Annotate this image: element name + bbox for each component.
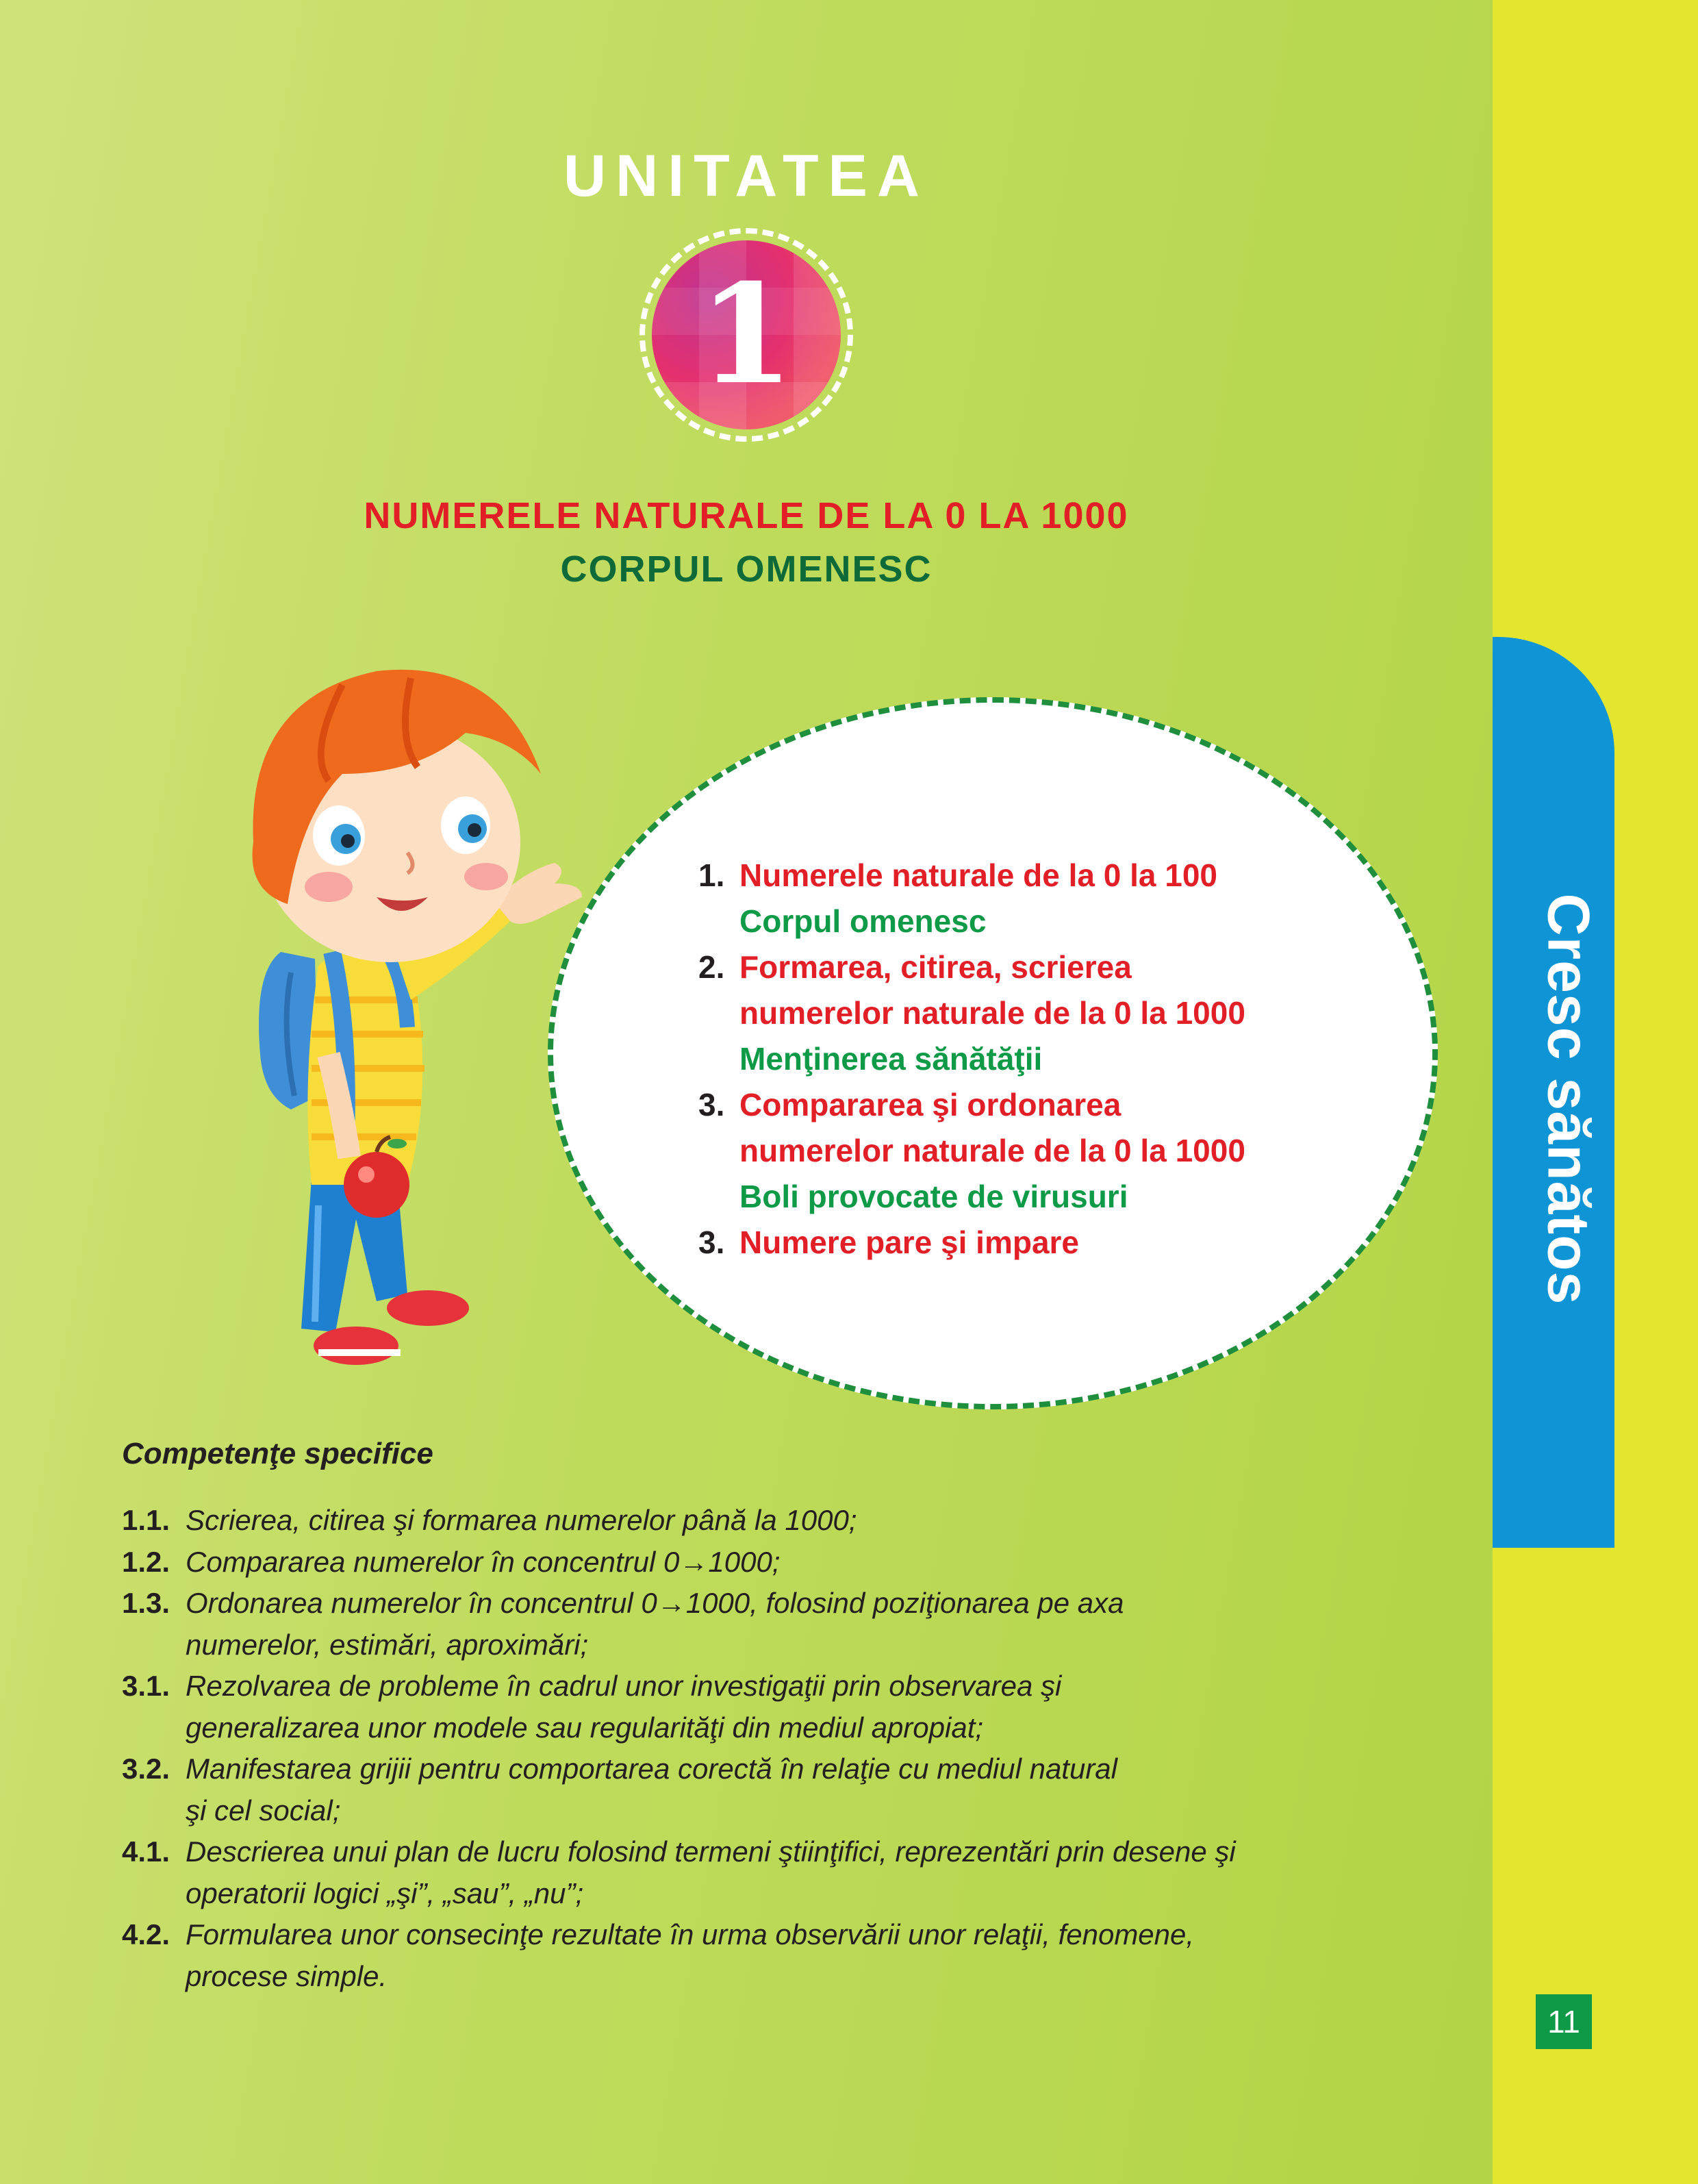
unit-title: NUMERELE NATURALE DE LA 0 LA 1000 bbox=[364, 495, 1129, 536]
page-number: 11 bbox=[1536, 1994, 1592, 2049]
unit-number: 1 bbox=[698, 254, 794, 415]
competence-code: 4.1. bbox=[122, 1835, 170, 1868]
lesson-item bbox=[698, 1220, 1397, 1266]
competence-text: operatorii logici „şi”, „sau”, „nu”; bbox=[186, 1877, 584, 1909]
unit-badge-circle bbox=[652, 240, 841, 429]
competence-item bbox=[122, 1583, 1354, 1666]
competence-code: 4.2. bbox=[122, 1918, 170, 1950]
competence-text: şi cel social; bbox=[186, 1794, 341, 1827]
competence-text: Rezolvarea de probleme în cadrul unor investigaţii prin observarea şi bbox=[186, 1670, 1062, 1702]
competence-text: Formularea unor consecinţe rezultate în urma observării unor relaţii, fenomene, bbox=[186, 1918, 1195, 1950]
unit-label: UNITATEA bbox=[563, 143, 929, 209]
lesson-subtitle: Corpul omenesc bbox=[739, 903, 987, 939]
competence-text: Compararea numerelor în concentrul 0→1000; bbox=[186, 1545, 781, 1578]
competence-code: 1.1. bbox=[122, 1504, 170, 1536]
unit-number-badge bbox=[639, 228, 853, 442]
lesson-title-line: Formarea, citirea, scrierea bbox=[739, 949, 1132, 985]
competence-item bbox=[122, 1542, 1354, 1583]
lesson-subtitle: Boli provocate de virusuri bbox=[739, 1179, 1128, 1214]
lesson-number: 2. bbox=[698, 949, 725, 985]
lesson-item bbox=[698, 853, 1397, 944]
competences-list bbox=[122, 1500, 1354, 1997]
competence-text: Scrierea, citirea şi formarea numerelor până la 1000; bbox=[186, 1504, 857, 1536]
competence-code: 1.3. bbox=[122, 1587, 170, 1619]
competence-code: 1.2. bbox=[122, 1545, 170, 1578]
lesson-item bbox=[698, 944, 1397, 1082]
competence-text: numerelor, estimări, aproximări; bbox=[186, 1628, 589, 1661]
lesson-title-line: Numere pare şi impare bbox=[739, 1225, 1080, 1260]
lesson-title-line: numerelor naturale de la 0 la 1000 bbox=[739, 995, 1245, 1031]
lesson-title-line: Compararea şi ordonarea bbox=[739, 1087, 1122, 1122]
competence-text: Descrierea unui plan de lucru folosind termeni ştiinţifici, reprezentări prin desene şi bbox=[186, 1835, 1236, 1868]
lesson-title-line: Numerele naturale de la 0 la 100 bbox=[739, 857, 1218, 893]
unit-subtitle: CORPUL OMENESC bbox=[560, 549, 933, 590]
lesson-number: 1. bbox=[698, 857, 725, 893]
lesson-title-line: numerelor naturale de la 0 la 1000 bbox=[739, 1133, 1245, 1168]
competence-item bbox=[122, 1831, 1354, 1914]
competence-text: Ordonarea numerelor în concentrul 0→1000, folosind poziţionarea pe axa bbox=[186, 1587, 1124, 1619]
competence-item bbox=[122, 1500, 1354, 1542]
competence-code: 3.1. bbox=[122, 1670, 170, 1702]
lesson-subtitle: Menţinerea sănătăţii bbox=[739, 1041, 1043, 1077]
competence-item bbox=[122, 1666, 1354, 1748]
section-tab-label: Cresc sănătos bbox=[1535, 893, 1601, 1305]
competences-heading: Competenţe specifice bbox=[122, 1437, 433, 1470]
competence-code: 3.2. bbox=[122, 1753, 170, 1785]
lesson-number: 3. bbox=[698, 1225, 725, 1260]
lesson-list bbox=[698, 853, 1397, 1266]
competence-item bbox=[122, 1748, 1354, 1831]
lesson-item bbox=[698, 1082, 1397, 1220]
competence-item bbox=[122, 1914, 1354, 1997]
competence-text: procese simple. bbox=[186, 1959, 388, 1992]
competence-text: generalizarea unor modele sau regularităţi din mediul apropiat; bbox=[186, 1711, 984, 1744]
competence-text: Manifestarea grijii pentru comportarea corectă în relaţie cu mediul natural bbox=[186, 1753, 1118, 1785]
lesson-number: 3. bbox=[698, 1087, 725, 1122]
